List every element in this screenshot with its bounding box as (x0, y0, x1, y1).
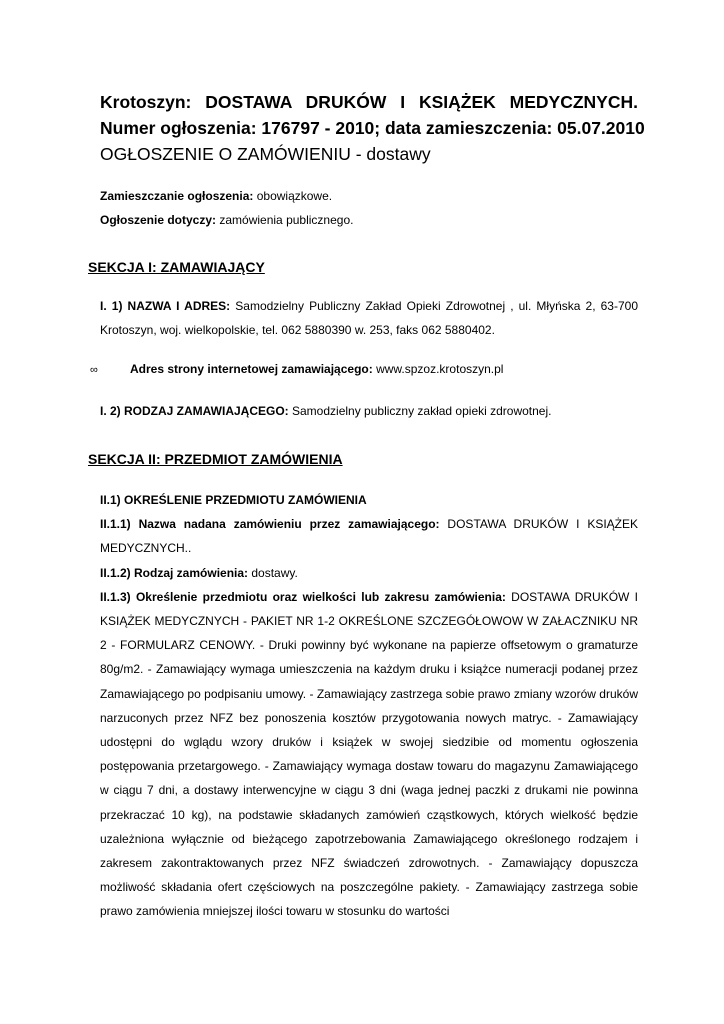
concerns-value: zamówienia publicznego. (216, 213, 354, 227)
order-name-value: DOSTAWA DRUKÓW I KSIĄŻEK MEDYCZNYCH.. (100, 517, 639, 556)
bullet-icon: ∞ (90, 364, 98, 376)
posting-label: Zamieszczanie ogłoszenia: (100, 189, 254, 203)
order-kind-label: II.1.2) Rodzaj zamówienia: (100, 565, 249, 580)
section-1-name-address (100, 294, 638, 342)
section-2-heading: SEKCJA II: PRZEDMIOT ZAMÓWIENIA (88, 451, 343, 467)
title-line-1: Krotoszyn: DOSTAWA DRUKÓW I KSIĄŻEK MEDYCZNYCH. (100, 92, 638, 112)
orderer-type-line (100, 404, 551, 418)
order-name-paragraph (100, 512, 638, 560)
website-value: www.spzoz.krotoszyn.pl (372, 362, 504, 376)
title-line-3: OGŁOSZENIE O ZAMÓWIENIU - dostawy (100, 144, 431, 164)
order-name-label: II.1.1) Nazwa nadana zamówieniu przez zamawiającego: (100, 517, 440, 532)
order-kind-value: dostawy. (248, 565, 298, 580)
orderer-type-label: I. 2) RODZAJ ZAMAWIAJĄCEGO: (100, 404, 289, 418)
website-label: Adres strony internetowej zamawiającego: (130, 362, 373, 376)
posting-line (100, 189, 332, 203)
order-scope-paragraph (100, 585, 638, 924)
notice-title (100, 89, 645, 167)
order-scope-label: II.1.3) Określenie przedmiotu oraz wielkości lub zakresu zamówienia: (100, 589, 506, 604)
section-2-body (100, 488, 638, 924)
website-line (130, 362, 503, 376)
title-line-2: Numer ogłoszenia: 176797 - 2010; data zamieszczenia: 05.07.2010 (100, 118, 645, 138)
order-kind-paragraph (100, 561, 638, 585)
posting-value: obowiązkowe. (253, 189, 333, 203)
concerns-line (100, 213, 353, 227)
order-scope-value: DOSTAWA DRUKÓW I KSIĄŻEK MEDYCZNYCH - PAKIET NR 1-2 OKREŚLONE SZCZEGÓŁOWOW W ZAŁACZNIKU NR 2 - FORMULARZ CENOWY. - Druki powinny być wykonane na papierze offsetowym o gramaturze 80g/m2. - Zamawiający wymaga umieszczenia na każdym druku i książce numeracji podanej przez Zamawiającego po podpisaniu umowy. - Zamawiający zastrzega sobie prawo zmiany wzorów druków narzuconych przez NFZ bez ponoszenia kosztów przygotowania nowych matryc. - Zamawiający udostępni do wglądu wzory druków i książek w swojej siedzibie od momentu ogłoszenia postępowania przetargowego. - Zamawiający wymaga dostaw towaru do magazynu Zamawiającego w ciągu 7 dni, a dostawy interwencyjne w ciągu 3 dni (waga jednej paczki z drukami nie powinna przekraczać 10 kg), na podstawie składanych zamówień cząstkowych, których wielkość będzie uzależniona wyłącznie od bieżącego zapotrzebowania Zamawiającego określonego rodzajem i zakresem zakontraktowanych przez NFZ świadczeń zdrowotnych. - Zamawiający dopuszcza możliwość składania ofert częściowych na poszczególne pakiety. - Zamawiający zastrzega sobie prawo zamówienia mniejszej ilości towaru w stosunku do wartości (100, 589, 638, 919)
section-1-heading: SEKCJA I: ZAMAWIAJĄCY (88, 259, 265, 275)
name-address-label: I. 1) NAZWA I ADRES: (100, 299, 231, 313)
concerns-label: Ogłoszenie dotyczy: (100, 213, 217, 227)
name-address-value: Samodzielny Publiczny Zakład Opieki Zdrowotnej , ul. Młyńska 2, 63-700 Krotoszyn, woj. wielkopolskie, tel. 062 5880390 w. 253, faks 062 5880402. (100, 299, 638, 338)
orderer-type-value: Samodzielny publiczny zakład opieki zdrowotnej. (288, 404, 552, 418)
subject-definition-heading: II.1) OKREŚLENIE PRZEDMIOTU ZAMÓWIENIA (100, 493, 367, 507)
